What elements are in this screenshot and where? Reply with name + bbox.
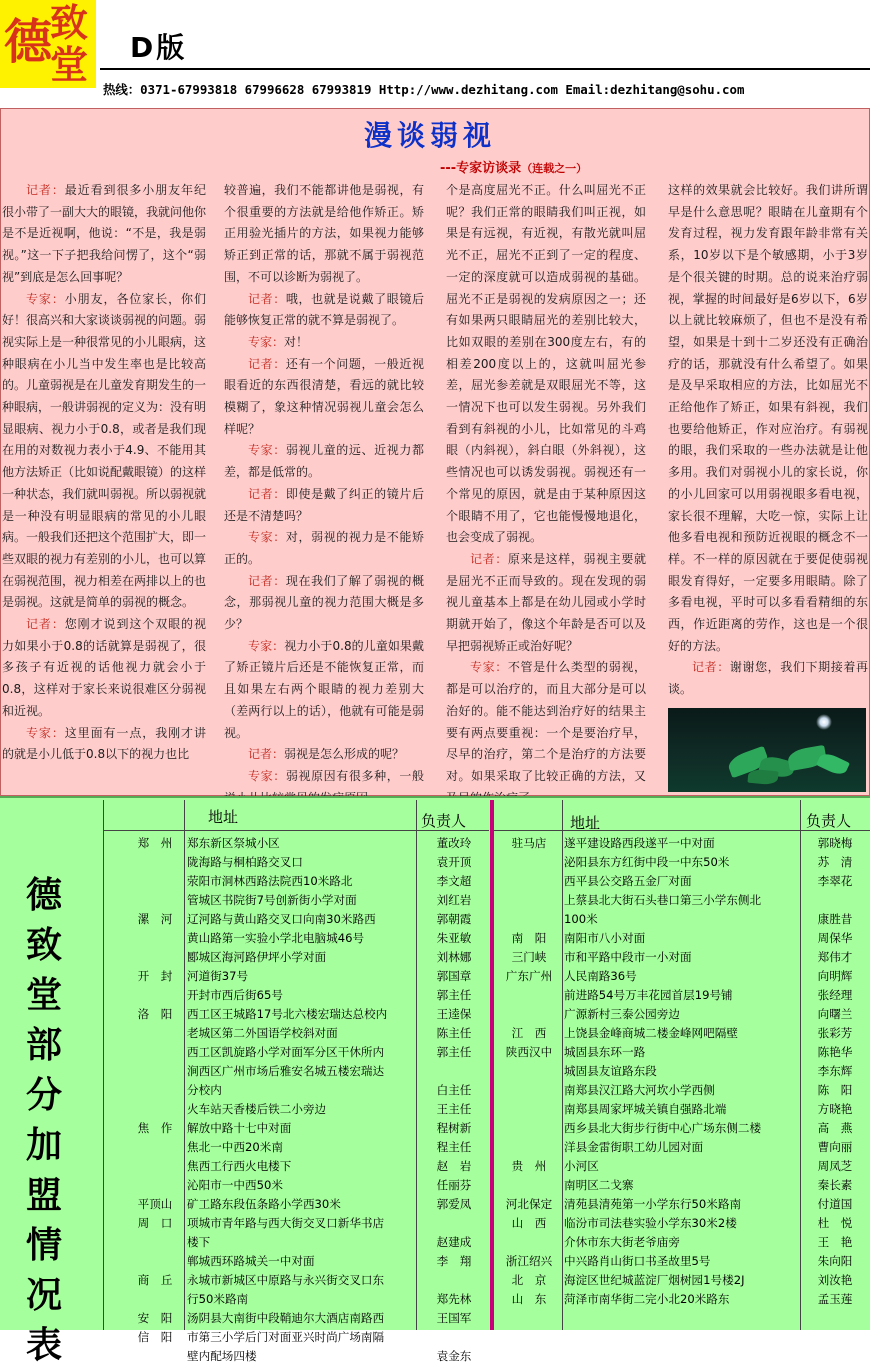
region-cell: 江 西 — [511, 1026, 547, 1040]
article-column — [224, 180, 424, 809]
paragraph-text: 您刚才说到这个双眼的视力如果小于0.8的话就算是弱视了，很多孩子有近视的话他视力就会小于0.8，这样对于家长来说很难区分弱视和近视。 — [2, 617, 206, 718]
address-cell: 火车站天香楼后铁二小旁边 — [187, 1102, 327, 1116]
address-cell: 陇海路与桐柏路交叉口 — [187, 855, 303, 869]
directory-row — [494, 1195, 870, 1214]
directory-row — [103, 1195, 489, 1214]
speaker-label: 记者： — [248, 486, 286, 501]
manager-cell: 朱向阳 — [817, 1254, 853, 1268]
manager-cell: 李东辉 — [817, 1064, 853, 1078]
article-paragraph — [224, 354, 424, 441]
speaker-label: 专家： — [470, 660, 508, 675]
paragraph-text: 个是高度屈光不正。什么叫屈光不正呢？我们正常的眼睛我们叫正视，如果是有远视，有近视，有散光就叫屈光不正，屈光不正到了一定的程度、一定的深度就可以造成弱视的基础。屈光不正是弱视的发病原因之一；还有如果两只眼睛屈光的差别比较大，比如双眼的差别在300度左右，有的相差200度以上的，这就叫屈光参差，屈光参差就是双眼屈光不等，这一情况下也可以发生弱视。另外我们看到有斜视的小儿，比如常见的斗鸡眼（内斜视），斜白眼（外斜视），这些情况也可以诱发弱视。弱视还有一个常见的原因，就是由于某种原因这个眼睛不用了，它也能慢慢地退化，也会变成了弱视。 — [446, 183, 646, 545]
speaker-label: 专家： — [26, 725, 65, 740]
brand-logo — [0, 0, 96, 88]
paragraph-text: 小朋友，各位家长，你们好！很高兴和大家谈谈弱视的问题。弱视实际上是一种很常见的小儿眼病，这种眼病在小儿当中发生率也是比较高的。儿童弱视是在儿童发育期发生的一种眼病，一般讲弱视的定义为：没有明显眼病、视力小于0.8，或者是我们现在用的对数视力表小于4.9、不能用其他方法矫正（比如说配戴眼镜）的这样一种状态，我们就叫弱视。所以弱视就是一种没有明显眼病的常见的小儿眼病。一般我们还把这个范围扩大，即一些双眼的视力有差别的小儿，也可以算在弱视范围，视力相差在两排以上的也是弱视。这就是简单的弱视的概念。 — [2, 291, 207, 610]
address-cell: 遂平建设路西段遂平一中对面 — [564, 836, 715, 850]
directory-row — [494, 1005, 870, 1024]
address-cell: 城固县东环一路 — [564, 1045, 646, 1059]
directory-row — [103, 1138, 489, 1157]
paragraph-text: 弱视是怎么形成的呢？ — [284, 747, 405, 762]
speaker-label: 专家： — [248, 530, 286, 545]
manager-cell: 张彩芳 — [817, 1026, 853, 1040]
article-subtitle — [440, 157, 587, 176]
directory-row — [494, 1119, 870, 1138]
address-cell: 管城区书院街7号创新街小学对面 — [187, 893, 357, 907]
address-cell: 城固县友谊路东段 — [564, 1064, 657, 1078]
address-cell: 小河区 — [564, 1159, 599, 1173]
article-paragraph — [224, 571, 424, 636]
manager-cell: 孟玉莲 — [817, 1292, 853, 1306]
region-cell: 焦 作 — [137, 1121, 173, 1135]
paragraph-text: 这里面有一点，我刚才讲的就是小儿低于0.8以下的视力也比 — [2, 725, 206, 762]
address-cell: 永城市新城区中原路与永兴街交叉口东 — [187, 1273, 385, 1287]
article-paragraph — [446, 180, 646, 549]
address-cell: 临汾市司法巷实验小学东30米2楼 — [564, 1216, 737, 1230]
manager-cell: 郭爱凤 — [436, 1197, 472, 1211]
address-cell: 市第三小学后门对面亚兴时尚广场南隔 — [187, 1330, 385, 1344]
speaker-label: 专家： — [248, 638, 285, 653]
address-cell: 南郑县周家坪城关镇自强路北端 — [564, 1102, 727, 1116]
directory-row — [103, 1309, 489, 1328]
paragraph-text: 哦，也就是说戴了眼镜后能够恢复正常的就不算是弱视了。 — [224, 291, 424, 328]
manager-cell: 郭主任 — [436, 988, 472, 1002]
address-cell: 前进路54号万丰花园首层19号铺 — [564, 988, 733, 1002]
manager-cell: 刘林娜 — [436, 950, 472, 964]
address-cell: 广源新村三泰公园旁边 — [564, 1007, 680, 1021]
contact-line: 热线：0371-67993818 67996628 67993819 Http://www.dezhitang.com Email:dezhitang@sohu.com — [103, 82, 745, 97]
speaker-label: 记者： — [26, 617, 65, 632]
manager-cell: 程主任 — [436, 1140, 472, 1154]
region-cell: 周 口 — [137, 1216, 173, 1230]
article-column — [668, 180, 868, 701]
manager-cell: 赵建成 — [436, 1235, 472, 1249]
region-cell: 南 阳 — [511, 931, 547, 945]
directory-row — [103, 1252, 489, 1271]
paragraph-text: 还有一个问题，一般近视眼看近的东西很清楚，看远的就比较模糊了，象这种情况弱视儿童会怎么样呢？ — [224, 356, 424, 436]
directory-row — [494, 1081, 870, 1100]
directory-row — [103, 1157, 489, 1176]
region-cell: 郑 州 — [137, 836, 173, 850]
article-paragraph — [446, 657, 646, 809]
region-cell: 浙江绍兴 — [505, 1254, 553, 1268]
address-cell: 老城区第二外国语学校斜对面 — [187, 1026, 338, 1040]
address-cell: 河道街37号 — [187, 969, 249, 983]
directory-row — [494, 853, 870, 872]
paragraph-text: 较普遍，我们不能都讲他是弱视，有个很重要的方法就是给他作矫正。矫正用验光插片的方法，如果视力能够矫正到正常的话，那就不属于弱视范围，不可以诊断为弱视了。 — [224, 183, 424, 284]
speaker-label: 记者： — [248, 291, 286, 306]
address-cell: 西工区凯旋路小学对面军分区干休所内 — [187, 1045, 385, 1059]
directory-row — [494, 1100, 870, 1119]
paragraph-text: 不管是什么类型的弱视，都是可以治疗的，而且大部分是可以治好的。能不能达到治疗好的结果主要有两点要重视：一个是要治疗早，尽早的治疗，第二个是治疗的方法要对。如果采取了比较正确的方法，又 — [446, 660, 646, 783]
address-cell: 南郑县汉江路大河坎小学西侧 — [564, 1083, 715, 1097]
directory-row — [103, 1043, 489, 1062]
address-cell: 上饶县金峰商城二楼金峰网吧隔壁 — [564, 1026, 738, 1040]
article-paragraph — [668, 657, 868, 700]
directory-row — [494, 1252, 870, 1271]
header-person: 负责人 — [806, 812, 852, 830]
address-cell: 南明区二戈寨 — [564, 1178, 634, 1192]
directory-row — [494, 872, 870, 891]
speaker-label: 专家： — [26, 291, 65, 306]
subtitle-text: ---专家访谈录 — [440, 161, 522, 176]
directory-row — [103, 986, 489, 1005]
paragraph-text: 对！ — [284, 334, 309, 349]
speaker-label: 记者： — [26, 183, 65, 197]
paragraph-text: 对，弱视的视力是不能矫正的。 — [224, 530, 424, 566]
address-cell: 涧西区广州市场后雅安名城五楼宏瑞达 — [187, 1064, 385, 1078]
address-cell: 矿工路东段伍条路小学西30米 — [187, 1197, 341, 1211]
article-paragraph — [224, 180, 424, 289]
leaf-shape — [816, 750, 850, 777]
manager-cell: 刘汝艳 — [817, 1273, 853, 1287]
directory-row — [103, 872, 489, 891]
manager-cell: 郭主任 — [436, 1045, 472, 1059]
region-cell: 开 封 — [137, 969, 173, 983]
region-cell: 商 丘 — [137, 1273, 173, 1287]
directory-row — [103, 1005, 489, 1024]
article-paragraph — [2, 289, 206, 615]
address-cell: 解放中路十七中对面 — [187, 1121, 292, 1135]
manager-cell: 任丽芬 — [436, 1178, 472, 1192]
paragraph-text: 弱视儿童的远、近视力都差，都是低常的。 — [224, 443, 424, 480]
light-glow — [816, 714, 832, 730]
region-cell: 陕西汉中 — [505, 1045, 553, 1059]
directory-row — [103, 1290, 489, 1309]
manager-cell: 向曙兰 — [817, 1007, 853, 1021]
manager-cell: 张经理 — [817, 988, 853, 1002]
directory-title: 德致堂部分加盟情况表 — [25, 874, 62, 1366]
directory-list-right — [494, 834, 870, 1309]
directory-row — [103, 929, 489, 948]
speaker-label: 记者： — [248, 356, 286, 371]
article-column — [2, 180, 206, 766]
address-cell: 人民南路36号 — [564, 969, 637, 983]
manager-cell: 郭晓梅 — [817, 836, 853, 850]
manager-cell: 李翠花 — [817, 874, 853, 888]
article-paragraph — [668, 180, 868, 657]
header-divider — [100, 68, 870, 70]
speaker-label: 记者： — [470, 551, 508, 566]
region-cell: 信 阳 — [137, 1330, 173, 1344]
manager-cell: 陈艳华 — [817, 1045, 853, 1059]
region-cell: 山 东 — [511, 1292, 547, 1306]
manager-cell: 向明辉 — [817, 969, 853, 983]
subtitle-note: （连载之一） — [521, 162, 588, 175]
address-cell: 介休市东大街老爷庙旁 — [564, 1235, 680, 1249]
address-cell: 焦北一中西20米南 — [187, 1140, 283, 1154]
address-cell: 壁内配场四楼 — [187, 1349, 257, 1363]
directory-row — [494, 1290, 870, 1309]
address-cell: 西工区王城路17号北六楼宏瑞达总校内 — [187, 1007, 388, 1021]
paragraph-text: 最近看到很多小朋友年纪很小带了一副大大的眼镜，我就问他你是不是近视啊，他说：“不是，我是弱视。”这一下子把我给问愣了，这个“弱视”到底是怎么回事呢？ — [2, 183, 207, 284]
manager-cell: 赵 岩 — [436, 1159, 472, 1173]
manager-cell: 周保华 — [817, 931, 853, 945]
directory-row — [494, 1043, 870, 1062]
directory-row — [103, 1062, 489, 1081]
manager-cell: 李 翔 — [436, 1254, 472, 1268]
directory-row — [494, 967, 870, 986]
address-cell: 楼下 — [187, 1235, 211, 1249]
address-cell: 荥阳市洞林西路法院西10米路北 — [187, 874, 353, 888]
paragraph-text: 这样的效果就会比较好。我们讲所谓早是什么意思呢？眼睛在儿童期有个发育过程，视力发育跟年龄非常有关系，10岁以下是个敏感期，小于3岁是个很关键的时期。总的说来治疗弱视，掌握的时间最好是6岁以下，6岁以上就比较麻烦了，但也不是没有希望，如果是十到十二岁还没有正确治疗的话，那就没有什么希望了。如果是及早采取相应的方法，比如屈光不正给他作了矫正，如果有斜视，我们也要给他矫正，作对应治疗。有弱视的眼，我们采取的一些办法就是让他多用。我们对弱视小儿的家长说，你的小儿回家可以用弱视眼多看电视，家长很不理解，大吃一惊，实际上让他多看电视和预防近视眼的概念不一样。不一样的原因就在于要促使弱视眼发育得好，一定要多用眼睛。除了多看电视，平时可以多看看精细的东西，作近距离的劳作，这也是一个很好的方法。 — [668, 183, 868, 653]
directory-row — [103, 1100, 489, 1119]
manager-cell: 董改玲 — [436, 836, 472, 850]
speaker-label: 专家： — [248, 768, 286, 783]
manager-cell: 杜 悦 — [817, 1216, 853, 1230]
paragraph-text: 即使是戴了纠正的镜片后还是不清楚吗？ — [224, 486, 424, 523]
address-cell: 清苑县清苑第一小学东行50米路南 — [564, 1197, 742, 1211]
manager-cell: 郭朝霞 — [436, 912, 472, 926]
address-cell: 黄山路第一实验小学北电脑城46号 — [187, 931, 365, 945]
directory-row — [494, 834, 870, 853]
address-cell: 郑东新区祭城小区 — [187, 836, 280, 850]
manager-cell: 康胜昔 — [817, 912, 853, 926]
directory-row — [494, 1176, 870, 1195]
speaker-label: 专家： — [248, 334, 285, 349]
directory-row — [103, 853, 489, 872]
manager-cell: 王国军 — [436, 1311, 472, 1325]
decorative-photo — [668, 708, 866, 792]
directory-row — [494, 1271, 870, 1290]
address-cell: 行50米路南 — [187, 1292, 249, 1306]
manager-cell: 朱亚敏 — [436, 931, 472, 945]
directory-row — [103, 1176, 489, 1195]
address-cell: 洋县金雷街职工幼儿园对面 — [564, 1140, 704, 1154]
address-cell: 郸城西环路城关一中对面 — [187, 1254, 315, 1268]
logo-char: 致 — [50, 0, 89, 45]
directory-row — [103, 948, 489, 967]
article-column — [446, 180, 646, 809]
directory-row — [494, 1157, 870, 1176]
speaker-label: 记者： — [248, 573, 286, 588]
directory-row — [103, 967, 489, 986]
speaker-label: 记者： — [248, 747, 285, 762]
address-cell: 海淀区世纪城蓝淀厂烟树园1号楼2J — [564, 1273, 745, 1287]
address-cell: 上蔡县北大街石头巷口第三小学东侧北 — [564, 893, 762, 907]
region-cell: 漯 河 — [137, 912, 173, 926]
logo-char: 德 — [4, 14, 53, 70]
paragraph-text: 原来是这样，弱视主要就是屈光不正而导致的。现在发现的弱视儿童基本上都是在幼儿园或小学时期就开始了，像这个年龄是否可以及早把弱视矫正或治好呢？ — [446, 551, 646, 653]
paragraph-text: 弱视原因有很多种，一般 — [285, 768, 424, 783]
directory-row — [103, 834, 489, 853]
directory-row — [494, 910, 870, 929]
article-paragraph — [224, 527, 424, 570]
address-cell: 100米 — [564, 912, 598, 926]
header-person: 负责人 — [421, 812, 467, 830]
manager-cell: 刘红岩 — [436, 893, 472, 907]
logo-char: 堂 — [50, 42, 89, 87]
address-cell: 辽河路与黄山路交叉口向南30米路西 — [187, 912, 376, 926]
manager-cell: 李文超 — [436, 874, 472, 888]
directory-row — [494, 1138, 870, 1157]
directory-row — [103, 1328, 489, 1347]
region-cell: 三门峡 — [511, 950, 547, 964]
manager-cell: 郭国章 — [436, 969, 472, 983]
address-cell: 市和平路中段市一小对面 — [564, 950, 692, 964]
region-cell: 驻马店 — [511, 836, 547, 850]
edition-label: D版 — [130, 31, 188, 64]
article-paragraph — [224, 332, 424, 354]
manager-cell: 付道国 — [817, 1197, 853, 1211]
address-cell: 汤阴县大南街中段鞘迪尔大酒店南路西 — [187, 1311, 385, 1325]
article-paragraph — [224, 636, 424, 745]
directory-row — [103, 1081, 489, 1100]
region-cell: 山 西 — [511, 1216, 547, 1230]
manager-cell: 陈 阳 — [817, 1083, 853, 1097]
manager-cell: 陈主任 — [436, 1026, 472, 1040]
directory-row — [103, 1119, 489, 1138]
address-cell: 西乡县北大街步行街中心广场东侧二楼 — [564, 1121, 762, 1135]
address-cell: 项城市青年路与西大街交叉口新华书店 — [187, 1216, 385, 1230]
directory-row — [103, 1271, 489, 1290]
manager-cell: 袁开顶 — [436, 855, 472, 869]
address-cell: 泌阳县东方红街中段一中东50米 — [564, 855, 730, 869]
address-cell: 沁阳市一中西50米 — [187, 1178, 283, 1192]
directory-row — [103, 1024, 489, 1043]
address-cell: 南阳市八小对面 — [564, 931, 646, 945]
address-cell: 郾城区海河路伊坪小学对面 — [187, 950, 327, 964]
region-cell: 贵 州 — [511, 1159, 547, 1173]
manager-cell: 方晓艳 — [817, 1102, 853, 1116]
manager-cell: 袁金东 — [436, 1349, 472, 1363]
article-paragraph — [2, 723, 206, 766]
region-cell: 河北保定 — [505, 1197, 553, 1211]
manager-cell: 高 燕 — [817, 1121, 853, 1135]
directory-row — [494, 1214, 870, 1233]
article-paragraph — [224, 289, 424, 332]
header-address: 地址 — [570, 814, 601, 832]
manager-cell: 郑伟才 — [817, 950, 853, 964]
manager-cell: 王主任 — [436, 1102, 472, 1116]
manager-cell: 王逵保 — [436, 1007, 472, 1021]
directory-row — [494, 1062, 870, 1081]
region-cell: 洛 阳 — [137, 1007, 173, 1021]
article-paragraph — [224, 744, 424, 766]
directory-row — [494, 891, 870, 910]
directory-row — [494, 1233, 870, 1252]
article-paragraph — [2, 614, 206, 723]
speaker-label: 专家： — [248, 443, 286, 458]
directory-row — [103, 910, 489, 929]
article-paragraph — [224, 484, 424, 527]
directory-row — [494, 948, 870, 967]
manager-cell: 周凤芝 — [817, 1159, 853, 1173]
manager-cell: 苏 清 — [817, 855, 853, 869]
address-cell: 菏泽市南华街二完小北20米路东 — [564, 1292, 730, 1306]
manager-cell: 秦长素 — [817, 1178, 853, 1192]
manager-cell: 曹向丽 — [817, 1140, 853, 1154]
article-paragraph — [224, 440, 424, 483]
region-cell: 北 京 — [511, 1273, 547, 1287]
paragraph-text: 视力小于0.8的儿童如果戴了矫正镜片后还是不能恢复正常，而且如果左右两个眼睛的视力差别大（差两行以上的话），他就有可能是弱视。 — [224, 638, 424, 740]
address-cell: 焦西工行西火电楼下 — [187, 1159, 292, 1173]
paragraph-text: 现在我们了解了弱视的概念，那弱视儿童的视力范围大概是多少？ — [224, 573, 424, 632]
manager-cell: 程树新 — [436, 1121, 472, 1135]
paragraph-text: 谢谢您，我们下期接着再谈。 — [668, 660, 868, 697]
directory-row — [494, 929, 870, 948]
article-paragraph — [446, 549, 646, 658]
directory-row — [103, 1347, 489, 1366]
directory-list-left — [103, 834, 489, 1366]
speaker-label: 记者： — [692, 660, 730, 675]
address-cell: 中兴路肖山街口书圣故里5号 — [564, 1254, 711, 1268]
header-address: 地址 — [208, 808, 239, 826]
directory-row — [494, 986, 870, 1005]
directory-row — [103, 1214, 489, 1233]
region-cell: 平顶山 — [137, 1197, 173, 1211]
directory-row — [494, 1024, 870, 1043]
address-cell: 开封市西后街65号 — [187, 988, 283, 1002]
manager-cell: 王 艳 — [817, 1235, 853, 1249]
article-paragraph — [2, 180, 206, 289]
region-cell: 安 阳 — [137, 1311, 173, 1325]
address-cell: 西平县公交路五金厂对面 — [564, 874, 692, 888]
region-cell: 广东广州 — [505, 969, 553, 983]
directory-row — [103, 891, 489, 910]
leaf-shape — [747, 769, 778, 786]
article-title: 漫谈弱视 — [363, 119, 496, 152]
directory-row — [103, 1233, 489, 1252]
manager-cell: 白主任 — [436, 1083, 472, 1097]
manager-cell: 郑先林 — [436, 1292, 472, 1306]
address-cell: 分校内 — [187, 1083, 222, 1097]
